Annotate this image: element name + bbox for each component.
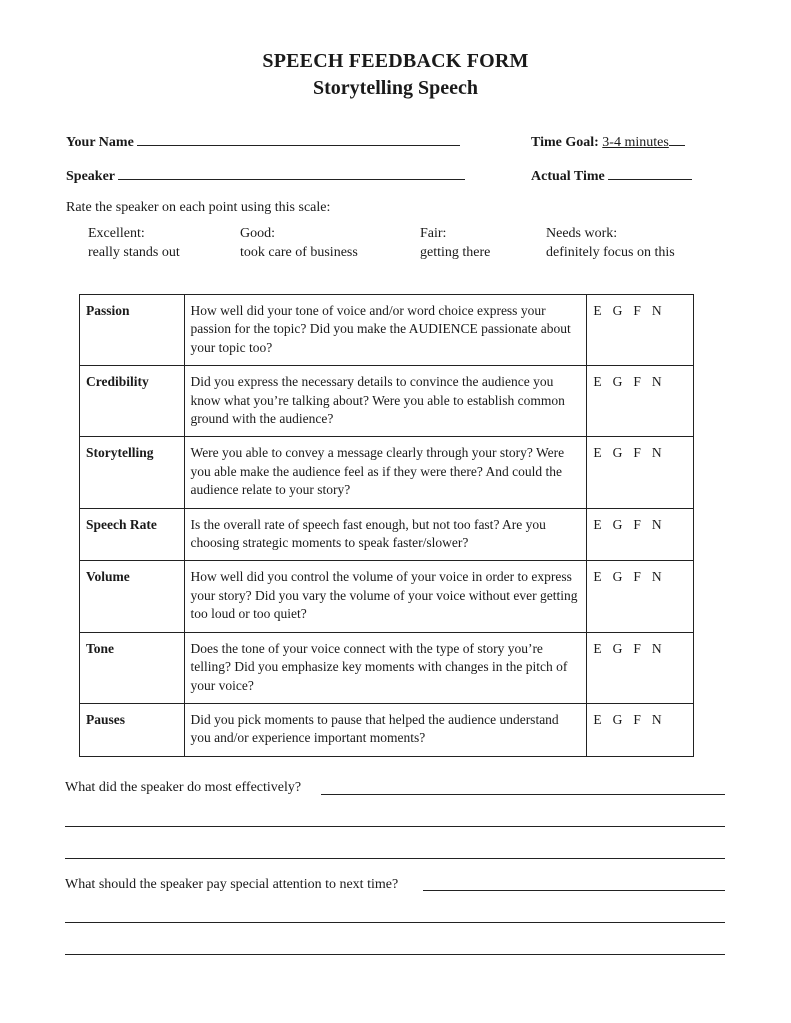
criteria-row (80, 703, 694, 756)
rating-option[interactable]: F (633, 445, 641, 461)
rating-option[interactable]: F (633, 640, 641, 656)
actual-time-label: Actual Time (531, 169, 605, 184)
answer-line[interactable] (321, 794, 725, 795)
your-name-line[interactable] (137, 131, 460, 146)
rating-option[interactable]: G (612, 303, 623, 318)
question-most-effective: What did the speaker do most effectively? (65, 780, 302, 795)
answer-line[interactable] (65, 858, 725, 859)
rating-option[interactable]: G (612, 711, 623, 727)
time-goal-line (669, 131, 685, 146)
criterion-description: How well did you control the volume of your voice in order to express your story? Did you vary the volume of your voice without ever getting too loud or too quiet? (184, 561, 587, 632)
rating-options (587, 366, 694, 437)
time-goal-value: 3-4 minutes (602, 135, 669, 150)
actual-time-field (531, 165, 692, 185)
answer-line[interactable] (65, 826, 725, 827)
criterion-description: Did you pick moments to pause that helped the audience understand you and/or experience important moments? (184, 703, 587, 756)
rating-option[interactable]: F (633, 303, 641, 318)
rating-option[interactable]: F (633, 516, 641, 532)
time-goal-field (531, 131, 685, 151)
answer-line[interactable] (423, 890, 725, 891)
criteria-row (80, 295, 694, 366)
criteria-row (80, 437, 694, 508)
speaker-label: Speaker (66, 169, 115, 184)
rating-options (587, 295, 694, 366)
your-name-label: Your Name (66, 135, 134, 150)
scale-label: Needs work: (546, 226, 618, 241)
rating-option[interactable]: N (651, 640, 662, 656)
your-name-field (66, 131, 460, 151)
scale-item-excellent (88, 224, 180, 262)
form-subtitle: Storytelling Speech (313, 77, 478, 99)
rating-option[interactable]: N (651, 711, 662, 727)
time-goal-label: Time Goal: (531, 135, 599, 150)
rating-option[interactable]: N (651, 569, 662, 585)
rating-options (587, 703, 694, 756)
scale-item-needs-work (546, 224, 675, 262)
criteria-row (80, 561, 694, 632)
scale-desc: really stands out (88, 245, 180, 260)
rating-option[interactable]: G (612, 374, 623, 390)
rating-options (587, 561, 694, 632)
criterion-name: Pauses (80, 703, 185, 756)
criterion-description: Did you express the necessary details to convince the audience you know what you’re talking about? Were you able to establish common ground with the audience? (184, 366, 587, 437)
rating-option[interactable]: N (651, 445, 662, 461)
rating-option[interactable]: E (593, 374, 602, 390)
criterion-description: Were you able to convey a message clearly through your story? Were you able make the audience feel as if they were there? And could the audience relate to your story? (184, 437, 587, 508)
question-next-time: What should the speaker pay special attention to next time? (65, 877, 399, 892)
scale-intro: Rate the speaker on each point using this scale: (66, 200, 331, 215)
criterion-name: Tone (80, 632, 185, 703)
rating-option[interactable]: E (593, 516, 602, 532)
rating-option[interactable]: G (612, 569, 623, 585)
criterion-description: Is the overall rate of speech fast enough, but not too fast? Are you choosing strategic moments to speak faster/slower? (184, 508, 587, 561)
form-title: SPEECH FEEDBACK FORM (262, 50, 529, 72)
rating-option[interactable]: E (593, 711, 602, 727)
scale-label: Good: (240, 226, 275, 241)
rating-option[interactable]: F (633, 569, 641, 585)
criterion-name: Storytelling (80, 437, 185, 508)
scale-item-fair (420, 224, 490, 262)
rating-options (587, 508, 694, 561)
scale-desc: definitely focus on this (546, 245, 675, 260)
rating-option[interactable]: G (612, 516, 623, 532)
rating-option[interactable]: E (593, 445, 602, 461)
rating-option[interactable]: G (612, 640, 623, 656)
criterion-description: How well did your tone of voice and/or word choice express your passion for the topic? Did you make the AUDIENCE passionate about your topic too? (184, 295, 587, 366)
rating-option[interactable]: N (651, 374, 662, 390)
rating-option[interactable]: N (651, 516, 662, 532)
criterion-name: Credibility (80, 366, 185, 437)
rating-option[interactable]: F (633, 711, 641, 727)
criteria-row (80, 632, 694, 703)
scale-desc: getting there (420, 245, 491, 260)
criterion-name: Volume (80, 561, 185, 632)
scale-label: Excellent: (88, 226, 145, 241)
scale-label: Fair: (420, 226, 447, 241)
criteria-row (80, 508, 694, 561)
rating-options (587, 437, 694, 508)
rating-option[interactable]: G (612, 445, 623, 461)
criteria-row (80, 366, 694, 437)
criterion-description: Does the tone of your voice connect with the type of story you’re telling? Did you emphasize key moments with changes in the pitch of your voice? (184, 632, 587, 703)
answer-line[interactable] (65, 922, 725, 923)
speaker-field (66, 165, 465, 185)
speaker-line[interactable] (118, 165, 465, 180)
actual-time-line[interactable] (608, 165, 692, 180)
rating-option[interactable]: E (593, 569, 602, 585)
rating-options (587, 632, 694, 703)
rating-option[interactable]: N (651, 303, 662, 318)
criterion-name: Speech Rate (80, 508, 185, 561)
rating-option[interactable]: F (633, 374, 641, 390)
criterion-name: Passion (80, 295, 185, 366)
rating-option[interactable]: E (593, 640, 602, 656)
scale-item-good (240, 224, 358, 262)
answer-line[interactable] (65, 954, 725, 955)
scale-desc: took care of business (240, 245, 358, 260)
rating-option[interactable]: E (593, 303, 602, 318)
criteria-table (79, 294, 694, 757)
